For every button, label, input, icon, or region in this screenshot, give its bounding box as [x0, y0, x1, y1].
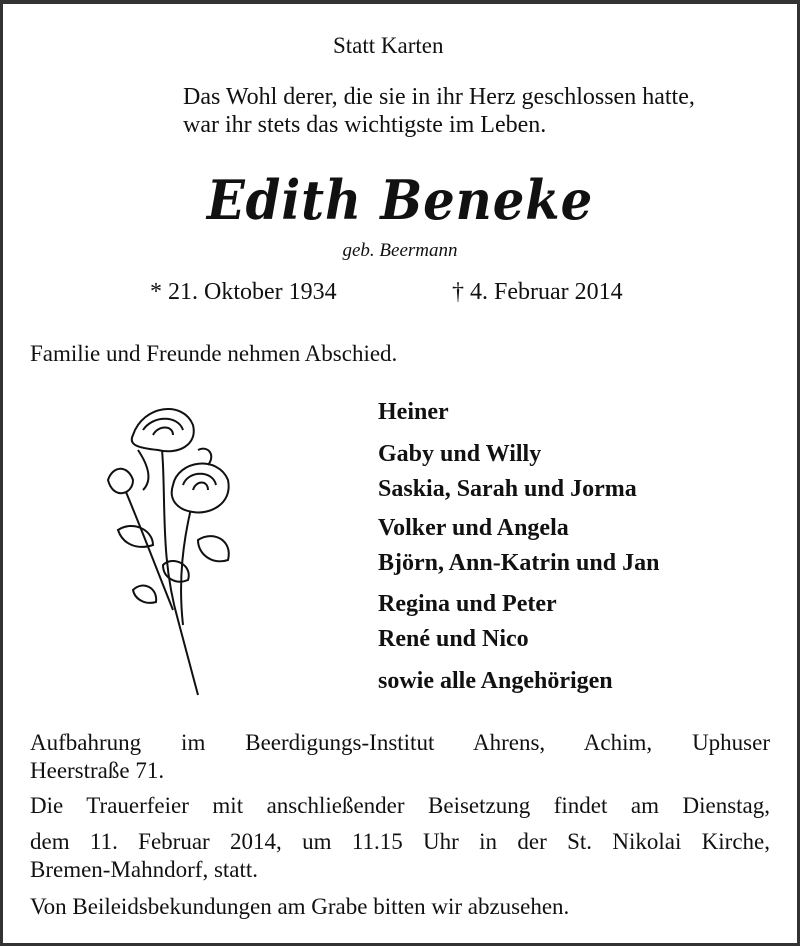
details-line: Von Beileidsbekundungen am Grabe bitten wir abzusehen.: [30, 894, 570, 919]
birth-name: geb. Beermann: [342, 240, 458, 261]
details-line: Die Trauerfeier mit anschließender Beisetzung findet am Dienstag,: [30, 793, 770, 818]
details-line: Heerstraße 71.: [30, 758, 165, 783]
intro-text: Familie und Freunde nehmen Abschied.: [30, 341, 398, 366]
birth-date: * 21. Oktober 1934: [150, 279, 337, 305]
motto-line-1: Das Wohl derer, die sie in ihr Herz geschlossen hatte,: [183, 84, 695, 110]
mourner: Regina und Peter: [378, 591, 557, 617]
details-line: Bremen-Mahndorf, statt.: [30, 857, 259, 882]
rose-illustration: [98, 390, 238, 700]
mourner: Heiner: [378, 399, 449, 425]
death-date: † 4. Februar 2014: [452, 279, 623, 305]
mourner: René und Nico: [378, 626, 529, 652]
motto-line-2: war ihr stets das wichtigste im Leben.: [183, 112, 547, 138]
mourner: Volker und Angela: [378, 515, 569, 541]
details-line: dem 11. Februar 2014, um 11.15 Uhr in der St. Nikolai Kirche,: [30, 829, 770, 854]
deceased-name: Edith Beneke: [206, 168, 594, 232]
mourner: sowie alle Angehörigen: [378, 668, 613, 694]
statt-karten: Statt Karten: [333, 33, 444, 58]
mourner: Gaby und Willy: [378, 441, 542, 467]
details-line: Aufbahrung im Beerdigungs-Institut Ahrens, Achim, Uphuser: [30, 730, 770, 755]
mourner: Saskia, Sarah und Jorma: [378, 476, 637, 502]
mourner: Björn, Ann-Katrin und Jan: [378, 550, 660, 576]
